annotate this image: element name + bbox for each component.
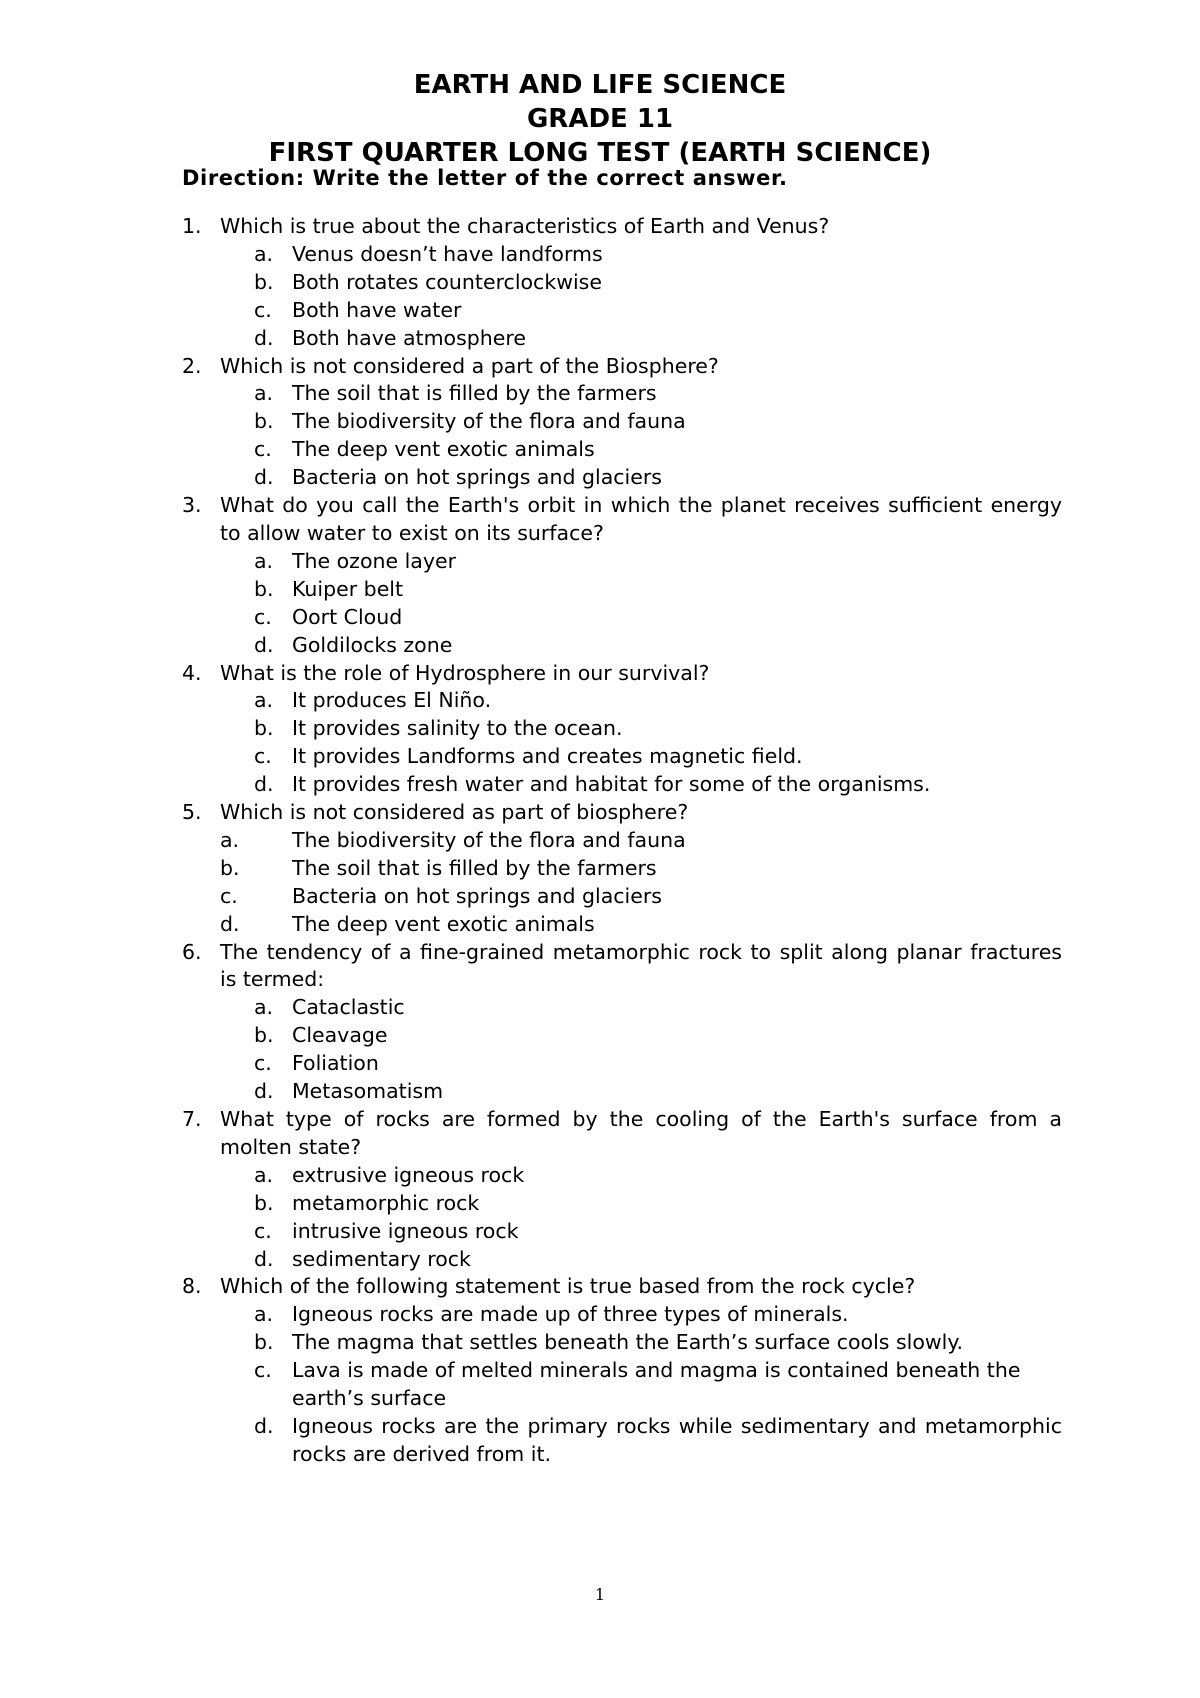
- option-letter: b.: [254, 409, 274, 434]
- option-letter: a.: [254, 241, 274, 266]
- option-letter: a.: [254, 1302, 274, 1327]
- question-number: 7.: [182, 1107, 202, 1131]
- answer-options: [220, 1301, 1062, 1468]
- option-text: It provides Landforms and creates magnetic field.: [292, 744, 803, 769]
- question-number: 5.: [182, 800, 202, 825]
- option-text: The biodiversity of the flora and fauna: [292, 827, 686, 852]
- document-header: [0, 68, 1200, 170]
- option-text: Both have water: [292, 297, 462, 322]
- option-letter: a.: [254, 548, 274, 573]
- option-text: It provides salinity to the ocean.: [292, 716, 623, 741]
- option-letter: b.: [254, 576, 274, 601]
- option-text: It provides fresh water and habitat for some of the organisms.: [292, 772, 931, 797]
- option-text: The soil that is filled by the farmers: [292, 381, 657, 406]
- option-text: Oort Cloud: [292, 604, 403, 629]
- question-2: [182, 353, 1062, 493]
- option-text: The ozone layer: [292, 548, 457, 573]
- question-text: Which is true about the characteristics of Earth and Venus?: [220, 214, 830, 238]
- option-letter: c.: [254, 744, 272, 769]
- answer-option: [182, 269, 1062, 297]
- question-number: 8.: [182, 1274, 202, 1299]
- question-7: [182, 1106, 1062, 1273]
- question-text: Which is not considered as part of biosphere?: [220, 800, 689, 825]
- test-title: FIRST QUARTER LONG TEST (EARTH SCIENCE): [268, 138, 932, 168]
- option-text: Cataclastic: [292, 995, 405, 1020]
- option-text: Goldilocks zone: [292, 632, 453, 657]
- option-letter: d.: [254, 325, 274, 350]
- answer-options: [220, 380, 1062, 492]
- option-text: The biodiversity of the flora and fauna: [292, 409, 686, 434]
- option-letter: d.: [254, 1246, 274, 1271]
- question-text: Which is not considered a part of the Biosphere?: [220, 353, 719, 378]
- option-letter: c.: [254, 1218, 272, 1243]
- answer-options: [220, 687, 1062, 799]
- option-text: sedimentary rock: [292, 1246, 471, 1271]
- answer-option: [182, 1357, 1062, 1413]
- answer-option: [182, 994, 1062, 1022]
- option-letter: b.: [254, 1330, 274, 1355]
- answer-option: [182, 325, 1062, 353]
- answer-option: [182, 380, 1062, 408]
- question-number: 2.: [182, 353, 202, 378]
- option-letter: c.: [254, 1051, 272, 1076]
- question-text: Which of the following statement is true based from the rock cycle?: [220, 1274, 916, 1299]
- answer-option: [182, 743, 1062, 771]
- option-text: The magma that settles beneath the Earth’s surface cools slowly.: [292, 1330, 964, 1355]
- option-text: It produces El Niño.: [292, 688, 492, 713]
- option-text: Kuiper belt: [292, 576, 404, 601]
- subject-title: EARTH AND LIFE SCIENCE: [413, 70, 787, 100]
- answer-options: [220, 548, 1062, 660]
- answer-option: [182, 1246, 1062, 1274]
- option-letter: a.: [254, 688, 274, 713]
- answer-option: [182, 464, 1062, 492]
- answer-option: [182, 1329, 1062, 1357]
- option-letter: d.: [254, 1079, 274, 1104]
- option-text: intrusive igneous rock: [292, 1218, 519, 1243]
- option-text: Metasomatism: [292, 1079, 444, 1104]
- option-text: Igneous rocks are made up of three types of minerals.: [292, 1302, 849, 1327]
- option-letter: a.: [254, 995, 274, 1020]
- option-letter: d.: [254, 1413, 274, 1438]
- answer-options: [220, 241, 1062, 353]
- answer-option: [182, 436, 1062, 464]
- option-text: extrusive igneous rock: [292, 1162, 525, 1187]
- option-letter: b.: [254, 1023, 274, 1048]
- answer-options: [220, 994, 1062, 1106]
- answer-option: [182, 1301, 1062, 1329]
- answer-option: [182, 827, 1062, 855]
- option-text: Foliation: [292, 1051, 379, 1076]
- option-text: Both rotates counterclockwise: [292, 269, 602, 294]
- answer-option: [182, 241, 1062, 269]
- option-text: The deep vent exotic animals: [292, 437, 595, 462]
- question-4: [182, 660, 1062, 800]
- option-text: Cleavage: [292, 1023, 388, 1048]
- option-letter: a.: [254, 1162, 274, 1187]
- question-1: [182, 213, 1062, 353]
- option-text: Igneous rocks are the primary rocks while sedimentary and metamorphic rocks are derived from it.: [292, 1413, 1062, 1466]
- option-letter: c.: [220, 883, 238, 908]
- option-letter: b.: [254, 269, 274, 294]
- answer-option: [182, 715, 1062, 743]
- answer-option: [182, 604, 1062, 632]
- option-letter: c.: [254, 1358, 272, 1383]
- question-text: What is the role of Hydrosphere in our survival?: [220, 660, 710, 685]
- option-text: Venus doesn’t have landforms: [292, 241, 603, 266]
- option-letter: a.: [220, 827, 240, 852]
- option-text: The deep vent exotic animals: [292, 911, 595, 936]
- question-number: 3.: [182, 493, 202, 518]
- option-text: Bacteria on hot springs and glaciers: [292, 465, 662, 490]
- direction-text: Direction: Write the letter of the correct answer.: [182, 166, 788, 190]
- question-8: [182, 1273, 1062, 1468]
- option-letter: d.: [254, 465, 274, 490]
- question-5: [182, 799, 1062, 939]
- question-text: The tendency of a fine-grained metamorphic rock to split along planar fractures is termed:: [220, 939, 1062, 992]
- option-letter: c.: [254, 437, 272, 462]
- option-text: Bacteria on hot springs and glaciers: [292, 883, 662, 908]
- question-number: 4.: [182, 660, 202, 685]
- question-list: [182, 213, 1062, 1469]
- answer-option: [182, 632, 1062, 660]
- option-letter: a.: [254, 381, 274, 406]
- answer-option: [182, 1190, 1062, 1218]
- answer-option: [182, 408, 1062, 436]
- option-letter: b.: [254, 1190, 274, 1215]
- option-letter: d.: [254, 772, 274, 797]
- option-letter: d.: [254, 632, 274, 657]
- answer-option: [182, 1162, 1062, 1190]
- option-letter: c.: [254, 604, 272, 629]
- question-text: What type of rocks are formed by the cooling of the Earth's surface from a molten state?: [220, 1107, 1062, 1159]
- option-text-continued: earth’s surface: [292, 1386, 447, 1411]
- option-letter: b.: [254, 716, 274, 741]
- answer-option: [182, 297, 1062, 325]
- option-letter: b.: [220, 855, 240, 880]
- question-text: What do you call the Earth's orbit in which the planet receives sufficient energy to allow water to exist on its surface?: [220, 493, 1062, 545]
- answer-option: [182, 1218, 1062, 1246]
- option-text: Lava is made of melted minerals and magma is contained beneath the: [292, 1358, 1021, 1383]
- answer-option: [182, 576, 1062, 604]
- answer-options: [220, 827, 1062, 939]
- question-number: 6.: [182, 939, 202, 964]
- question-number: 1.: [182, 214, 202, 238]
- option-text: Both have atmosphere: [292, 325, 526, 350]
- answer-option: [182, 1022, 1062, 1050]
- option-letter: d.: [220, 911, 240, 936]
- answer-option: [182, 771, 1062, 799]
- page-number: 1: [594, 1585, 606, 1604]
- answer-option: [182, 687, 1062, 715]
- grade-title: GRADE 11: [526, 104, 674, 134]
- answer-options: [220, 1162, 1062, 1274]
- answer-option: [182, 1050, 1062, 1078]
- question-6: [182, 939, 1062, 1106]
- option-text: metamorphic rock: [292, 1190, 480, 1215]
- option-letter: c.: [254, 297, 272, 322]
- answer-option: [182, 548, 1062, 576]
- answer-option: [182, 855, 1062, 883]
- answer-option: [182, 883, 1062, 911]
- option-text: The soil that is filled by the farmers: [292, 855, 657, 880]
- answer-option: [182, 1078, 1062, 1106]
- question-3: [182, 492, 1062, 659]
- answer-option: [182, 1413, 1062, 1469]
- answer-option: [182, 911, 1062, 939]
